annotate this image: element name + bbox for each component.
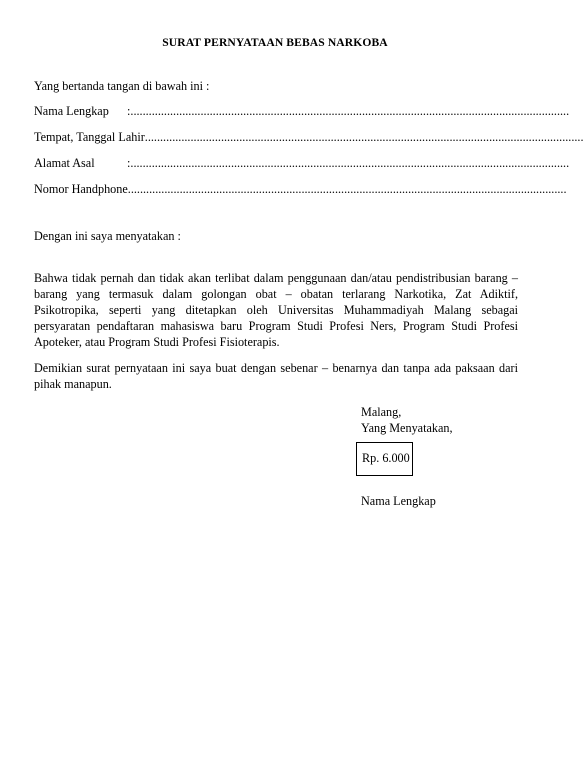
signature-role: Yang Menyatakan, <box>361 421 453 435</box>
document-title: SURAT PERNYATAAN BEBAS NARKOBA <box>162 36 388 49</box>
field-label: Nama Lengkap <box>34 104 109 118</box>
closing-paragraph: Demikian surat pernyataan ini saya buat dengan sebenar – benarnya dan tanpa ada paksaan dari pihak manapun. <box>34 361 518 391</box>
stamp-duty-box <box>356 442 413 476</box>
field-separator: : <box>127 156 131 170</box>
statement-paragraph: Bahwa tidak pernah dan tidak akan terlibat dalam penggunaan dan/atau pendistribusian barang – barang yang termasuk dalam golongan obat – obatan terlarang Narkotika, Zat Adiktif, Psikotropika, seperti yang ditetapkan oleh Universitas Muhammadiyah Malang sebagai persyaratan pendaftaran mahasiswa baru Program Studi Profesi Ners, Program Studi Profesi Apoteker, atau Program Studi Profesi Fisioterapis. <box>34 271 518 349</box>
field-alamat-asal <box>34 156 570 171</box>
stamp-duty-label: Rp. 6.000 <box>362 451 410 465</box>
signature-place: Malang, <box>361 405 402 419</box>
field-nama-lengkap <box>34 104 570 119</box>
signature-name: Nama Lengkap <box>361 494 436 508</box>
field-label: Nomor Handphone <box>34 182 128 196</box>
field-fill-dots: ................................................................................................................................................ <box>127 182 567 196</box>
field-fill-dots: ................................................................................................................................................ <box>130 104 570 118</box>
field-fill-dots: ................................................................................................................................................ <box>144 130 584 144</box>
declaration-lead: Dengan ini saya menyatakan : <box>34 229 181 243</box>
field-tempat-tanggal-lahir <box>34 130 584 145</box>
field-label: Alamat Asal <box>34 156 95 170</box>
field-fill-dots: ................................................................................................................................................ <box>130 156 570 170</box>
field-nomor-handphone <box>34 182 567 197</box>
field-label: Tempat, Tanggal Lahir <box>34 130 145 144</box>
field-separator: : <box>127 104 131 118</box>
intro-text: Yang bertanda tangan di bawah ini : <box>34 79 210 93</box>
